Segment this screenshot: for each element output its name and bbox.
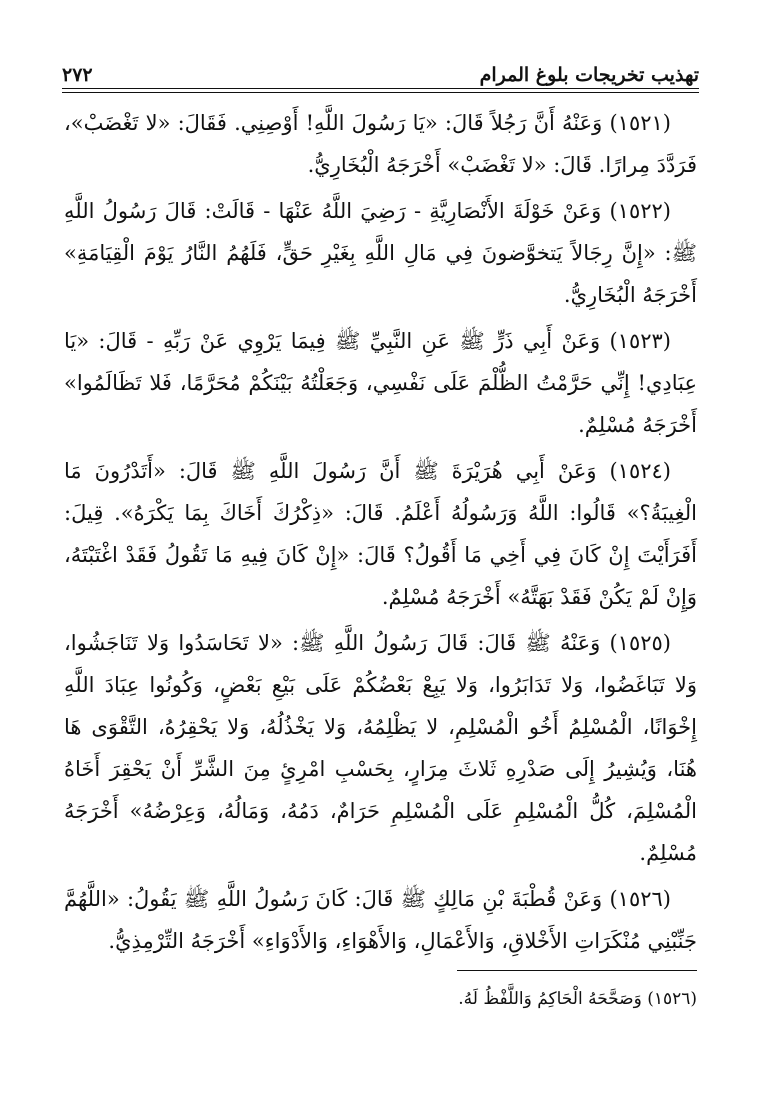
header-rule: [62, 88, 699, 89]
footnote: (١٥٢٦) وَصَحَّحَهُ الْحَاكِمُ وَاللَّفْظُ لَهُ.: [458, 989, 697, 1009]
hadith-1526: (١٥٢٦) وَعَنْ قُطْبَةَ بْنِ مَالِكٍ ﷺ قَالَ: كَانَ رَسُولُ اللَّهِ ﷺ يَقُولُ: «اللَّهُمَّ جَنِّبْنِي مُنْكَرَاتِ الأَخْلاقِ، وَالأَعْمَالِ، وَالأَهْوَاءِ، وَالأَدْوَاءِ» أَخْرَجَهُ التِّرْمِذِيُّ.: [64, 887, 697, 953]
hadith-1522: (١٥٢٢) وَعَنْ خَوْلَةَ الأَنْصَارِيَّةِ - رَضِيَ اللَّهُ عَنْهَا - قَالَتْ: قَالَ رَسُولُ اللَّهِ ﷺ: «إِنَّ رِجَالاً يَتخوَّضونَ فِي مَالِ اللَّهِ بِغَيْرِ حَقٍّ، فَلَهُمُ النَّارُ يَوْمَ الْقِيَامَةِ» أَخْرَجَهُ الْبُخَارِيُّ.: [64, 199, 697, 307]
page-header: [62, 56, 699, 86]
page-number: ٢٧٢: [62, 64, 93, 86]
page-body: [64, 102, 697, 966]
hadith-1524: (١٥٢٤) وَعَنْ أَبِي هُرَيْرَةَ ﷺ أَنَّ رَسُولَ اللَّهِ ﷺ قَالَ: «أَتَدْرُونَ مَا الْغِيبَةُ؟» قَالُوا: اللَّهُ وَرَسُولُهُ أَعْلَمُ. قَالَ: «ذِكْرُكَ أَخَاكَ بِمَا يَكْرَهُ». قِيلَ: أَفَرَأَيْتَ إِنْ كَانَ فِي أَخِي مَا أَقُولُ؟ قَالَ: «إِنْ كَانَ فِيهِ مَا تَقُولُ فَقَدْ اغْتَبْتَهُ، وَإِنْ لَمْ يَكُنْ فَقَدْ بَهَتَّهُ» أَخْرَجَهُ مُسْلِمٌ.: [64, 459, 697, 609]
hadith-1525: (١٥٢٥) وَعَنْهُ ﷺ قَالَ: قَالَ رَسُولُ اللَّهِ ﷺ: «لا تَحَاسَدُوا وَلا تَنَاجَشُوا، وَلا تَبَاغَضُوا، وَلا تَدَابَرُوا، وَلا يَبِعْ بَعْضُكُمْ عَلَى بَيْعِ بَعْضٍ، وَكُونُوا عِبَادَ اللَّهِ إِخْوَانًا، الْمُسْلِمُ أَخُو الْمُسْلِمِ، لا يَظْلِمُهُ، وَلا يَخْذُلُهُ، وَلا يَحْقِرُهُ، التَّقْوَى هَا هُنَا، وَيُشِيرُ إِلَى صَدْرِهِ ثَلاثَ مِرَارٍ، بِحَسْبِ امْرِئٍ مِنَ الشَّرِّ أَنْ يَحْقِرَ أَخَاهُ الْمُسْلِمَ، كُلُّ الْمُسْلِمِ عَلَى الْمُسْلِمِ حَرَامٌ، دَمُهُ، وَمَالُهُ، وَعِرْضُهُ» أَخْرَجَهُ مُسْلِمٌ.: [64, 631, 697, 865]
hadith-1521: (١٥٢١) وَعَنْهُ أَنَّ رَجُلاً قَالَ: «يَا رَسُولَ اللَّهِ! أَوْصِنِي. فَقَالَ: «لا تَغْضَبْ»، فَرَدَّدَ مِرارًا. قَالَ: «لا تَغْضَبْ» أَخْرَجَهُ الْبُخَارِيُّ.: [64, 111, 697, 177]
header-rule-thin: [62, 92, 699, 93]
hadith-1523: (١٥٢٣) وَعَنْ أَبِي ذَرٍّ ﷺ عَنِ النَّبِيِّ ﷺ فِيمَا يَرْوِي عَنْ رَبِّهِ - قَالَ: «يَا عِبَادِي! إِنِّي حَرَّمْتُ الظُّلْمَ عَلَى نَفْسِي، وَجَعَلْتُهُ بَيْنَكُمْ مُحَرَّمًا، فَلا تَظَالَمُوا» أَخْرَجَهُ مُسْلِمٌ.: [64, 329, 697, 437]
running-title: تهذيب تخريجات بلوغ المرام: [479, 64, 699, 86]
footnote-rule: [457, 970, 697, 971]
